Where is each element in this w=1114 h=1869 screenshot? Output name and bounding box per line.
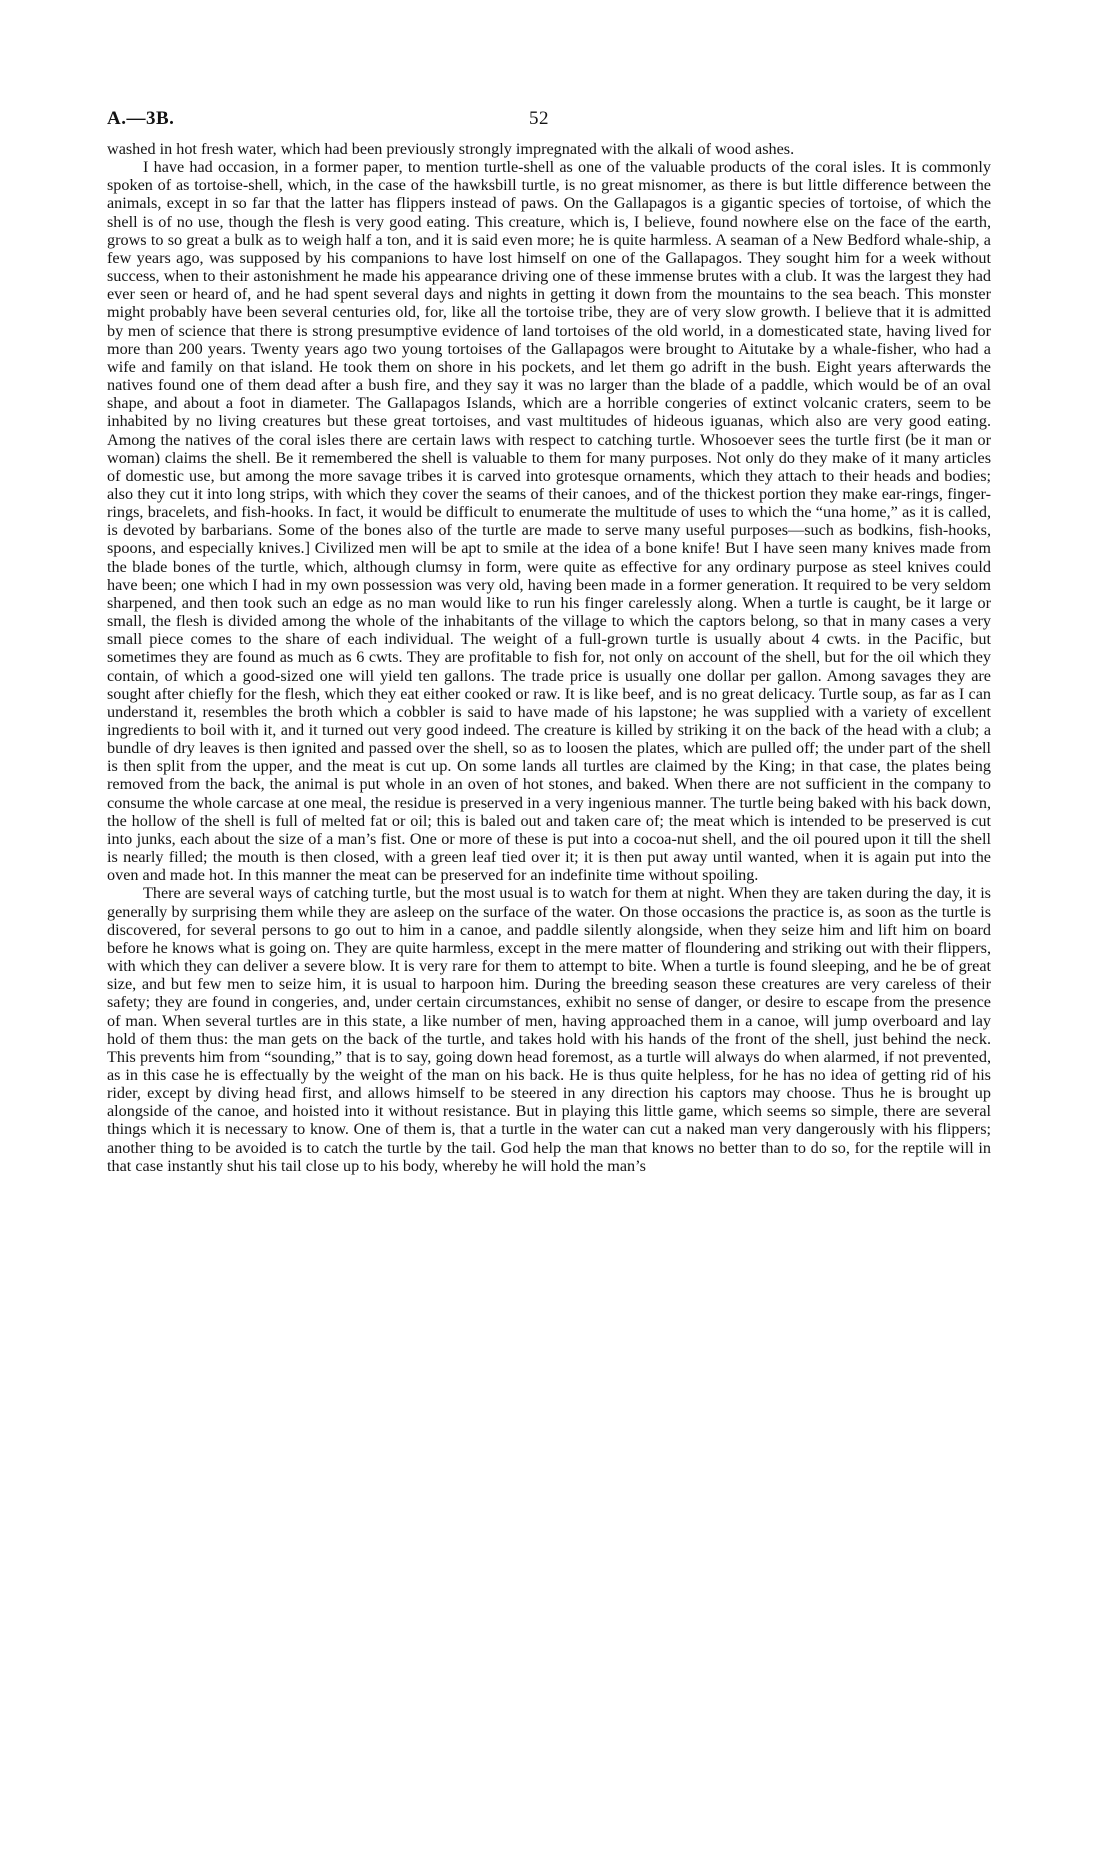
- document-reference: A.—3B.: [107, 108, 175, 129]
- paragraph-turtle-shell: I have had occasion, in a former paper, to mention turtle-shell as one of the valuable products of the coral isles. It is commonly spoken of as tortoise-shell, which, in the case of the hawksbill turtle, is no great misnomer, as there is but little difference between the animals, except in so far that the latter has flippers instead of paws. On the Gallapagos is a gigantic species of tortoise, of which the shell is of no use, though the flesh is very good eating. This creature, which is, I believe, found nowhere else on the face of the earth, grows to so great a bulk as to weigh half a ton, and it is said even more; he is quite harmless. A seaman of a New Bedford whale-ship, a few years ago, was supposed by his companions to have lost himself on one of the Gallapagos. They sought him for a week without success, when to their astonishment he made his appearance driving one of these immense brutes with a club. It was the largest they had ever seen or heard of, and he had spent several days and nights in getting it down from the mountains to the sea beach. This monster might probably have been several centuries old, for, like all the tortoise tribe, they are of very slow growth. I believe that it is admitted by men of science that there is strong presumptive evidence of land tortoises of the old world, in a domesticated state, having lived for more than 200 years. Twenty years ago two young tortoises of the Gallapagos were brought to Aitutake by a whale-fisher, who had a wife and family on that island. He took them on shore in his pockets, and let them go adrift in the bush. Eight years afterwards the natives found one of them dead after a bush fire, and they say it was no larger than the blade of a paddle, which would be of an oval shape, and about a foot in diameter. The Gallapagos Islands, which are a horrible congeries of extinct volcanic craters, seem to be inhabited by no living creatures but these great tortoises, and vast multitudes of hideous iguanas, which also are very good eating. Among the natives of the coral isles there are certain laws with respect to catching turtle. Whosoever sees the turtle first (be it man or woman) claims the shell. Be it remembered the shell is valuable to them for many purposes. Not only do they make of it many articles of domestic use, but among the more savage tribes it is carved into grotesque ornaments, which they attach to their heads and bodies; also they cut it into long strips, with which they cover the seams of their canoes, and of the thickest portion they make ear-rings, finger-rings, bracelets, and fish-hooks. In fact, it would be difficult to enumerate the multitude of uses to which the “una home,” as it is called, is devoted by barbarians. Some of the bones also of the turtle are made to serve many useful purposes—such as bodkins, fish-hooks, spoons, and especially knives.] Civilized men will be apt to smile at the idea of a bone knife! But I have seen many knives made from the blade bones of the turtle, which, although clumsy in form, were quite as effective for any ordinary purpose as steel knives could have been; one which I had in my own possession was very old, having been made in a former generation. It required to be very seldom sharpened, and then took such an edge as no man would like to run his finger carelessly along. When a turtle is caught, be it large or small, the flesh is divided among the whole of the inhabitants of the village to which the captors belong, so that in many cases a very small piece comes to the share of each individual. The weight of a full-grown turtle is usually about 4 cwts. in the Pacific, but sometimes they are found as much as 6 cwts. They are profitable to fish for, not only on account of the shell, but for the oil which they contain, of which a good-sized one will yield ten gallons. The trade price is usually one dollar per gallon. Among savages they are sought after chiefly for the flesh, which they eat either cooked or raw. It is like beef, and is no great delicacy. Turtle soup, as far as I can understand it, resembles the broth which a cobbler is said to have made of his lapstone; he was supplied with a variety of excellent ingredients to boil with it, and it turned out very good indeed. The creature is killed by striking it on the back of the head with a club; a bundle of dry leaves is then ignited and passed over the shell, so as to loosen the plates, which are pulled off; the under part of the shell is then split from the upper, and the meat is cut up. On some lands all turtles are claimed by the King; in that case, the plates being removed from the back, the animal is put whole in an oven of hot stones, and baked. When there are not sufficient in the company to consume the whole carcase at one meal, the residue is preserved in a very ingenious manner. The turtle being baked with his back down, the hollow of the shell is full of melted fat or oil; this is baled out and taken care of; the meat which is intended to be preserved is cut into junks, each about the size of a man’s fist. One or more of these is put into a cocoa-nut shell, and the oil poured upon it till the shell is nearly filled; the mouth is then closed, with a green leaf tied over it; it is then put away until wanted, when it is again put into the oven and made hot. In this manner the meat can be preserved for an indefinite time without spoiling.: [107, 158, 991, 885]
- running-head: [107, 104, 991, 140]
- body-text: [107, 140, 991, 1175]
- paragraph-catching-turtle: There are several ways of catching turtle, but the most usual is to watch for them at night. When they are taken during the day, it is generally by surprising them while they are asleep on the surface of the water. On those occasions the practice is, as soon as the turtle is discovered, for several persons to go out to him in a canoe, and paddle silently alongside, when they seize him and lift him on board before he knows what is going on. They are quite harmless, except in the mere matter of floundering and striking out with their flippers, with which they can deliver a severe blow. It is very rare for them to attempt to bite. When a turtle is found sleeping, and he be of great size, and but few men to seize him, it is usual to harpoon him. During the breeding season these creatures are very careless of their safety; they are found in congeries, and, under certain circumstances, exhibit no sense of danger, or desire to escape from the presence of man. When several turtles are in this state, a like number of men, having approached them in a canoe, will jump overboard and lay hold of them thus: the man gets on the back of the turtle, and takes hold with his hands of the front of the shell, just behind the neck. This prevents him from “sounding,” that is to say, going down head foremost, as a turtle will always do when alarmed, if not prevented, as in this case he is effectually by the weight of the man on his back. He is thus quite helpless, for he has no idea of getting rid of his rider, except by diving head first, and allows himself to be steered in any direction his captors may choose. Thus he is brought up alongside of the canoe, and hoisted into it without resistance. But in playing this little game, which seems so simple, there are several things which it is necessary to know. One of them is, that a turtle in the water can cut a naked man very dangerously with his flippers; another thing to be avoided is to catch the turtle by the tail. God help the man that knows no better than to do so, for the reptile will in that case instantly shut his tail close up to his body, whereby he will hold the man’s: [107, 884, 991, 1175]
- paragraph-continued: washed in hot fresh water, which had been previously strongly impregnated with the alkali of wood ashes.: [107, 140, 795, 158]
- document-page: [107, 104, 991, 1844]
- page-number: 52: [529, 108, 549, 129]
